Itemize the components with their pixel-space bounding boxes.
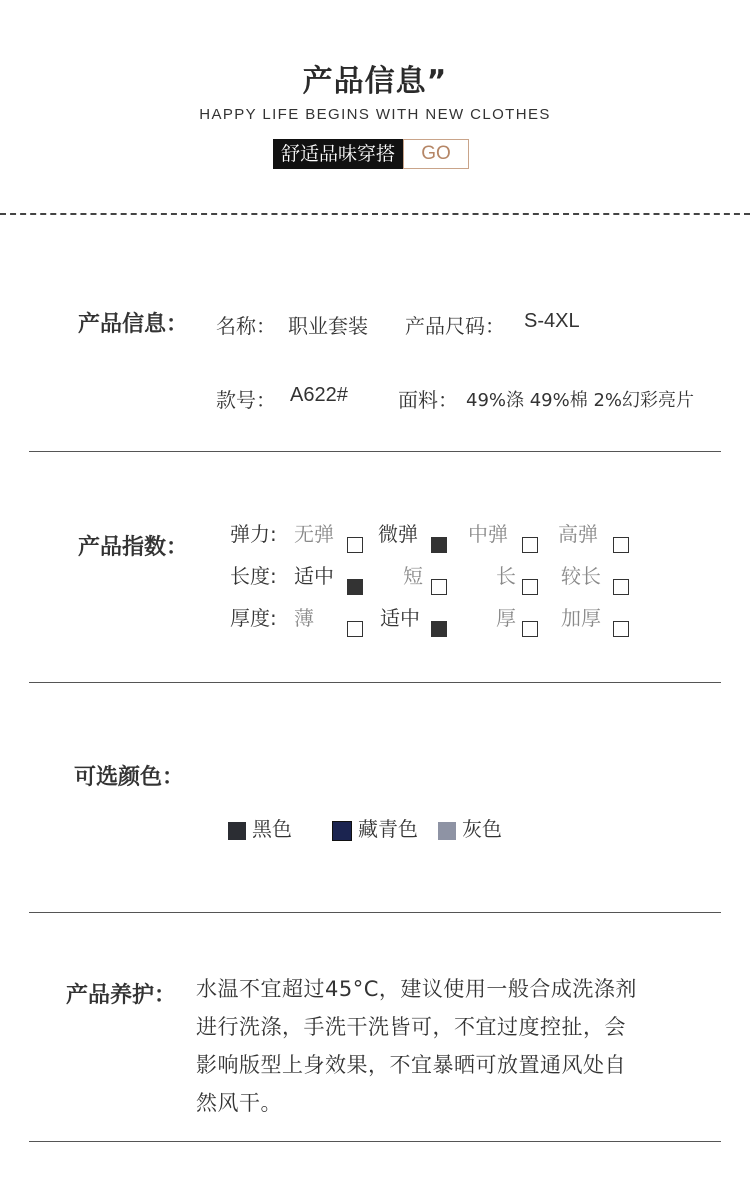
section-divider (29, 451, 721, 452)
care-line: 影响版型上身效果，不宜暴晒可放置通风处自 (196, 1053, 626, 1077)
color-name: 黑色 (252, 817, 292, 841)
option-label: 中弹 (468, 521, 508, 546)
size-label: 产品尺码： (405, 314, 505, 338)
color-swatch (228, 822, 246, 840)
name-label: 名称： (216, 314, 276, 338)
checkbox-empty (431, 579, 447, 595)
checkbox-filled (431, 537, 447, 553)
page-title: 产品信息” (302, 64, 448, 99)
style-label: 款号： (216, 388, 276, 412)
info-label: 产品信息： (78, 312, 189, 337)
option-label: 长 (496, 563, 516, 588)
option-label: 加厚 (561, 605, 601, 630)
color-name: 灰色 (462, 817, 502, 841)
checkbox-empty (613, 621, 629, 637)
option-label: 适中 (380, 605, 420, 630)
name-value: 职业套装 (288, 314, 368, 338)
checkbox-empty (522, 579, 538, 595)
color-option-navy (332, 813, 418, 842)
section-divider (29, 682, 721, 683)
index-label: 产品指数： (78, 535, 189, 560)
checkbox-filled (431, 621, 447, 637)
color-swatch (332, 821, 352, 841)
care-line: 然风干。 (196, 1091, 282, 1115)
option-label: 微弹 (378, 521, 418, 546)
checkbox-empty (347, 537, 363, 553)
page-subtitle: HAPPY LIFE BEGINS WITH NEW CLOTHES (199, 106, 551, 123)
fabric-value: 49%涤 49%棉 2%幻彩亮片 (466, 390, 695, 411)
care-line: 水温不宜超过45°C，建议使用一般合成洗涤剂 (196, 977, 637, 1001)
care-line: 进行洗涤，手洗干洗皆可，不宜过度控扯，会 (196, 1015, 626, 1039)
checkbox-empty (613, 537, 629, 553)
fabric-label: 面料： (398, 388, 458, 412)
checkbox-empty (613, 579, 629, 595)
option-label: 高弹 (558, 521, 598, 546)
dashed-divider (0, 213, 750, 215)
care-text (196, 970, 676, 1122)
color-swatch (438, 822, 456, 840)
checkbox-filled (347, 579, 363, 595)
style-value: A622# (290, 384, 348, 406)
go-button[interactable]: GO (403, 139, 469, 169)
option-label: 适中 (294, 563, 334, 588)
option-label: 较长 (561, 563, 601, 588)
index-row-label: 弹力: (230, 521, 277, 546)
option-label: 短 (403, 563, 423, 588)
option-label: 无弹 (294, 521, 334, 546)
tag-text: 舒适品味穿搭 (273, 139, 403, 169)
checkbox-empty (347, 621, 363, 637)
index-row-label: 长度: (230, 563, 277, 588)
size-value: S-4XL (524, 310, 580, 332)
checkbox-empty (522, 621, 538, 637)
color-option-black (228, 813, 292, 842)
care-label: 产品养护： (66, 983, 177, 1008)
section-divider (29, 1141, 721, 1142)
section-divider (29, 912, 721, 913)
tag-banner (273, 139, 469, 169)
checkbox-empty (522, 537, 538, 553)
color-option-grey (438, 813, 502, 842)
colors-label: 可选颜色： (74, 765, 185, 790)
index-row-label: 厚度: (230, 605, 277, 630)
color-name: 藏青色 (358, 817, 418, 841)
option-label: 厚 (496, 605, 516, 630)
option-label: 薄 (294, 605, 314, 630)
